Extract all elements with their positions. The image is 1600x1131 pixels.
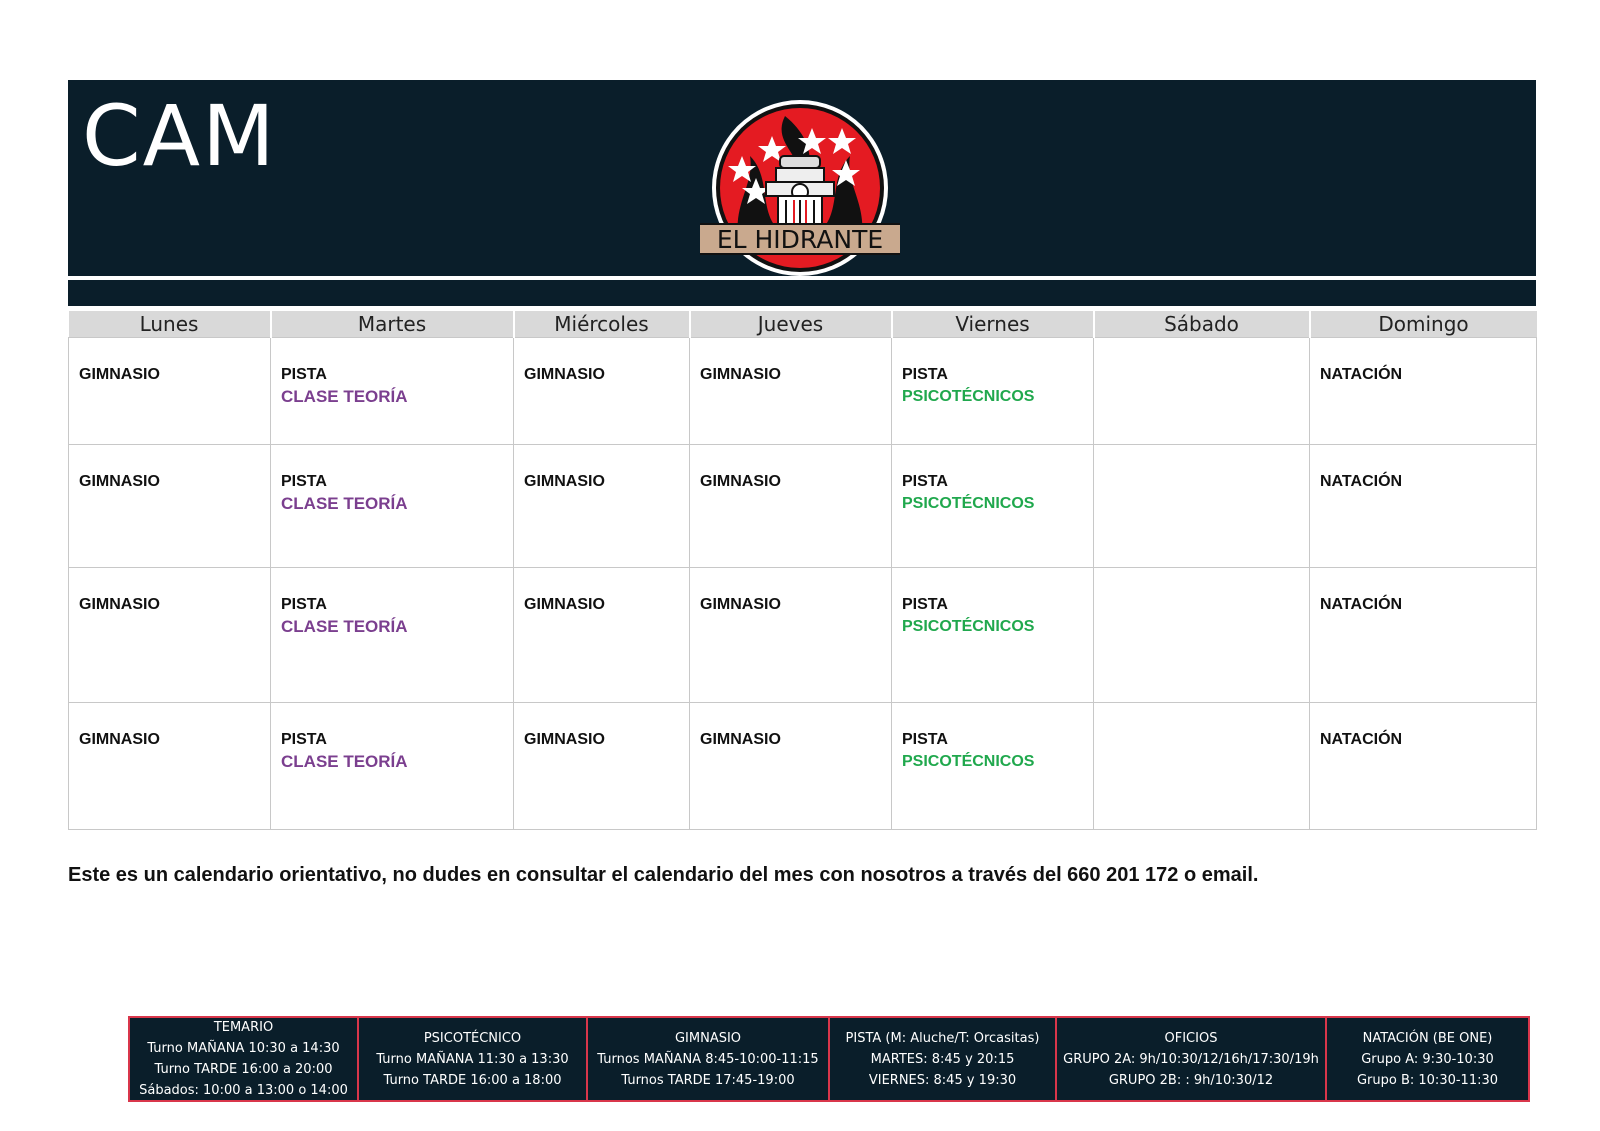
activity-label-theory: CLASE TEORÍA <box>281 387 408 406</box>
legend-line: Turno MAÑANA 11:30 a 13:30 <box>376 1051 569 1067</box>
calendar-cell <box>1094 568 1310 703</box>
activity-label: PISTA <box>902 473 948 490</box>
calendar-cell <box>514 568 690 703</box>
calendar-cell <box>1094 445 1310 568</box>
activity-label: GIMNASIO <box>524 366 605 383</box>
calendar-cell <box>1310 338 1537 445</box>
calendar-cell <box>690 568 892 703</box>
calendar-cell <box>69 703 271 830</box>
calendar-cell <box>690 445 892 568</box>
calendar-cell <box>271 338 514 445</box>
activity-label: GIMNASIO <box>524 473 605 490</box>
activity-label: GIMNASIO <box>700 731 781 748</box>
activity-label: GIMNASIO <box>700 596 781 613</box>
schedule-legend <box>128 1016 1530 1102</box>
legend-line: Sábados: 10:00 a 13:00 o 14:00 <box>139 1083 348 1098</box>
activity-label-psychotechnical: PSICOTÉCNICOS <box>902 495 1035 512</box>
calendar-cell <box>514 338 690 445</box>
day-header-jueves: Jueves <box>690 311 892 338</box>
legend-cell-oficios <box>1057 1018 1327 1100</box>
day-header-sabado: Sábado <box>1094 311 1310 338</box>
calendar-cell <box>690 338 892 445</box>
activity-label: NATACIÓN <box>1320 596 1403 613</box>
legend-cell-temario <box>130 1018 359 1100</box>
calendar-header-row <box>69 311 1537 338</box>
calendar-note: Este es un calendario orientativo, no dudes en consultar el calendario del mes con nosotros a través del 660 201 172 o email. <box>68 864 1259 886</box>
activity-label: PISTA <box>281 366 327 383</box>
calendar-cell <box>1094 703 1310 830</box>
legend-line: GIMNASIO <box>674 1030 742 1046</box>
activity-label-theory: CLASE TEORÍA <box>281 617 408 636</box>
legend-line: Turnos MAÑANA 8:45-10:00-11:15 <box>597 1051 819 1067</box>
day-header-martes: Martes <box>271 311 514 338</box>
weekly-calendar <box>68 311 1537 830</box>
legend-line: Turno TARDE 16:00 a 18:00 <box>383 1072 562 1088</box>
day-header-miercoles: Miércoles <box>514 311 690 338</box>
activity-label: GIMNASIO <box>524 596 605 613</box>
legend-cell-pista <box>830 1018 1057 1100</box>
activity-label: GIMNASIO <box>79 731 160 748</box>
activity-label-theory: CLASE TEORÍA <box>281 752 408 771</box>
calendar-cell <box>69 338 271 445</box>
week-row <box>69 703 1537 830</box>
activity-label: NATACIÓN <box>1320 731 1403 748</box>
day-header-viernes: Viernes <box>892 311 1094 338</box>
day-header-lunes: Lunes <box>69 311 271 338</box>
calendar-cell <box>892 338 1094 445</box>
legend-line: OFICIOS <box>1164 1030 1218 1046</box>
calendar-cell <box>1310 568 1537 703</box>
calendar-cell <box>69 445 271 568</box>
legend-line: Turno MAÑANA 10:30 a 14:30 <box>147 1041 340 1056</box>
activity-label: GIMNASIO <box>79 596 160 613</box>
calendar-cell <box>690 703 892 830</box>
activity-label: GIMNASIO <box>79 473 160 490</box>
activity-label: GIMNASIO <box>700 473 781 490</box>
legend-line: Grupo A: 9:30-10:30 <box>1361 1051 1494 1067</box>
week-row <box>69 568 1537 703</box>
el-hidrante-logo <box>700 96 900 286</box>
calendar-cell <box>69 568 271 703</box>
week-row <box>69 445 1537 568</box>
legend-line: VIERNES: 8:45 y 19:30 <box>868 1072 1017 1088</box>
legend-line: GRUPO 2B: : 9h/10:30/12 <box>1108 1072 1274 1088</box>
calendar-cell <box>514 445 690 568</box>
activity-label: GIMNASIO <box>524 731 605 748</box>
legend-line: TEMARIO <box>213 1020 274 1035</box>
activity-label: PISTA <box>281 596 327 613</box>
activity-label: PISTA <box>281 473 327 490</box>
activity-label-theory: CLASE TEORÍA <box>281 494 408 513</box>
day-header-domingo: Domingo <box>1310 311 1537 338</box>
calendar-cell <box>271 703 514 830</box>
calendar-cell <box>271 445 514 568</box>
activity-label-psychotechnical: PSICOTÉCNICOS <box>902 388 1035 405</box>
legend-line: PISTA (M: Aluche/T: Orcasitas) <box>845 1030 1040 1046</box>
calendar-cell <box>271 568 514 703</box>
legend-line: PSICOTÉCNICO <box>423 1030 522 1046</box>
legend-cell-psicotecnico <box>359 1018 588 1100</box>
activity-label: PISTA <box>902 731 948 748</box>
legend-line: Turno TARDE 16:00 a 20:00 <box>154 1062 333 1077</box>
calendar-cell <box>892 568 1094 703</box>
legend-line: NATACIÓN (BE ONE) <box>1362 1030 1493 1046</box>
activity-label: NATACIÓN <box>1320 366 1403 383</box>
activity-label: GIMNASIO <box>79 366 160 383</box>
legend-line: Turnos TARDE 17:45-19:00 <box>621 1072 795 1088</box>
activity-label: PISTA <box>902 596 948 613</box>
calendar-cell <box>1310 703 1537 830</box>
calendar-cell <box>1094 338 1310 445</box>
logo-text: EL HIDRANTE <box>716 225 884 254</box>
legend-line: Grupo B: 10:30-11:30 <box>1356 1072 1499 1088</box>
page-title: CAM <box>82 87 277 185</box>
calendar-cell <box>514 703 690 830</box>
activity-label: NATACIÓN <box>1320 473 1403 490</box>
calendar-cell <box>1310 445 1537 568</box>
legend-cell-gimnasio <box>588 1018 830 1100</box>
week-row <box>69 338 1537 445</box>
legend-cell-natacion <box>1327 1018 1528 1100</box>
activity-label-psychotechnical: PSICOTÉCNICOS <box>902 753 1035 770</box>
calendar-cell <box>892 703 1094 830</box>
calendar-cell <box>892 445 1094 568</box>
activity-label: GIMNASIO <box>700 366 781 383</box>
activity-label-psychotechnical: PSICOTÉCNICOS <box>902 618 1035 635</box>
activity-label: PISTA <box>281 731 327 748</box>
activity-label: PISTA <box>902 366 948 383</box>
legend-line: MARTES: 8:45 y 20:15 <box>870 1051 1015 1067</box>
legend-line: GRUPO 2A: 9h/10:30/12/16h/17:30/19h <box>1063 1051 1319 1067</box>
